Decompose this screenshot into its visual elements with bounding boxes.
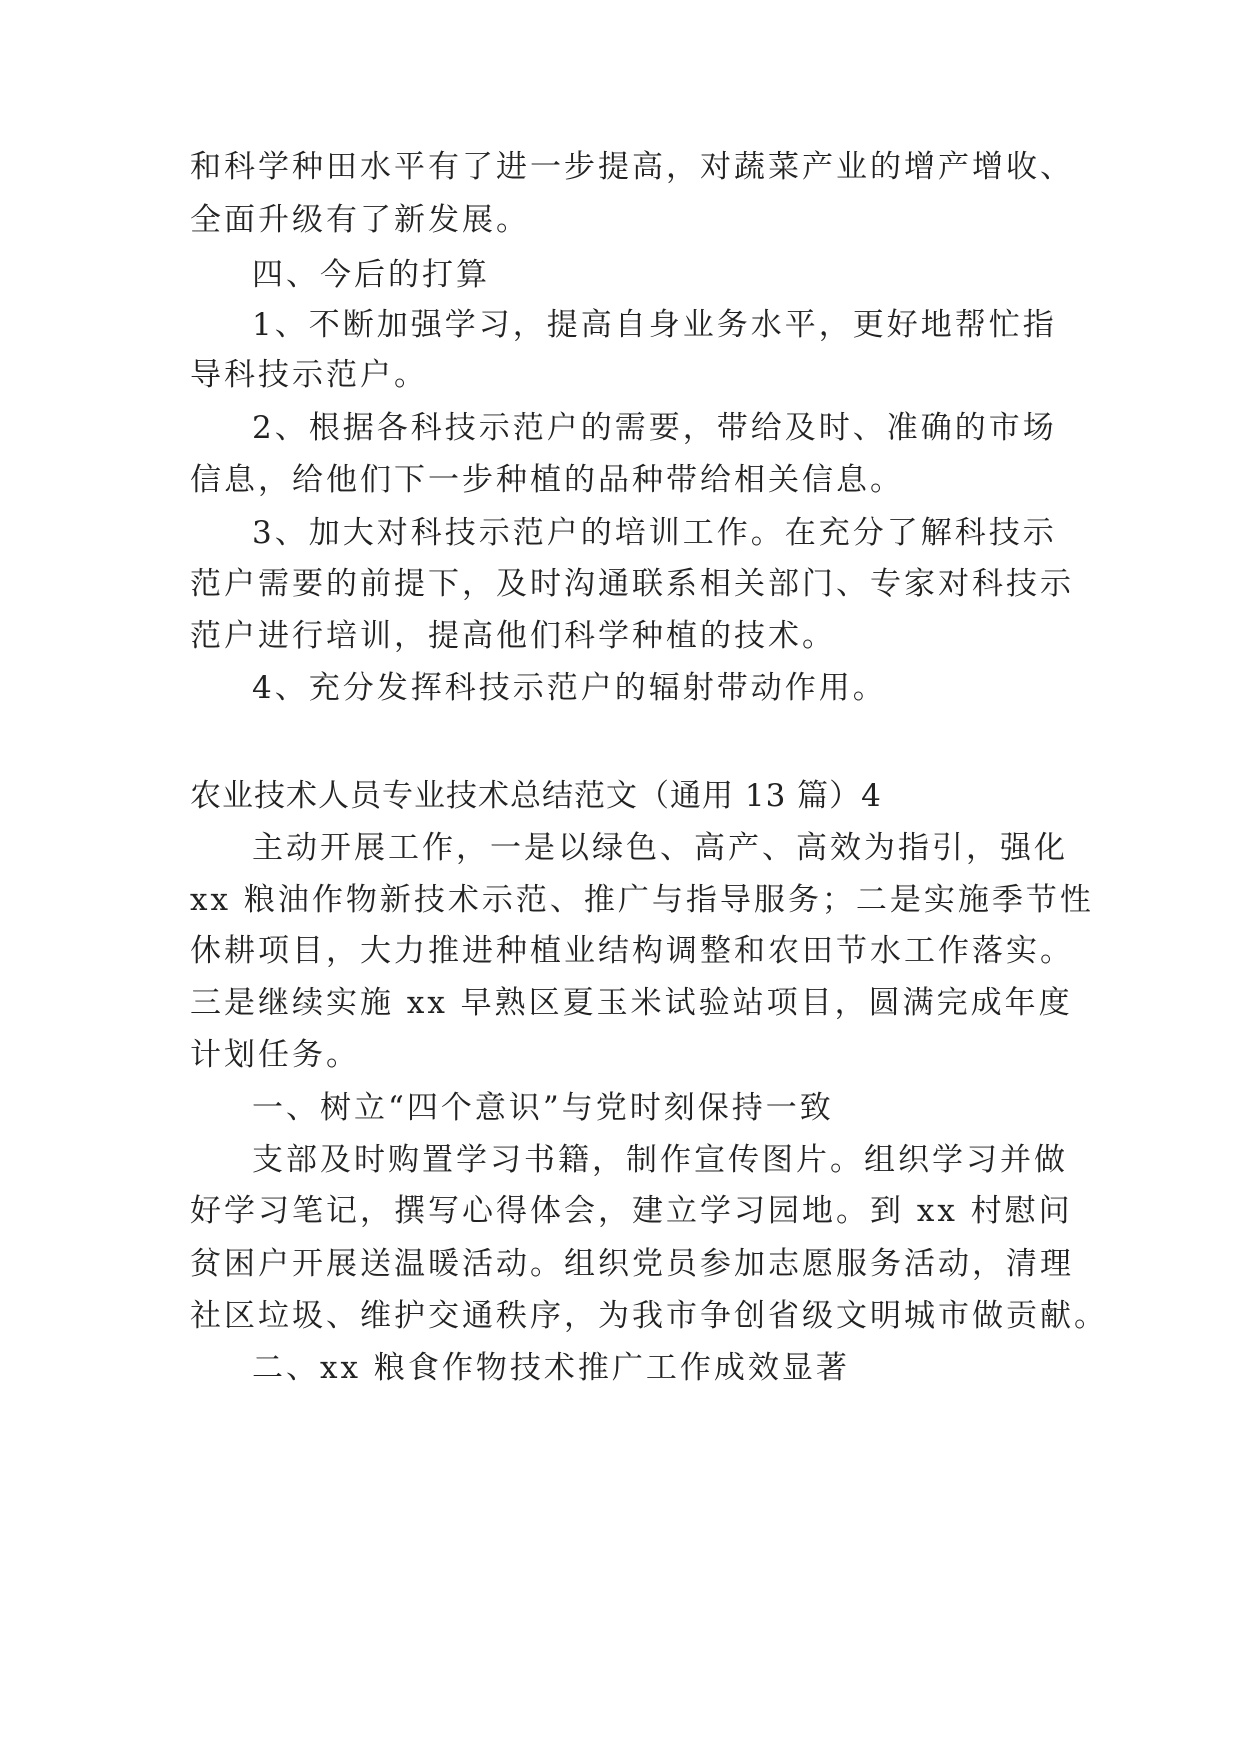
body-line: 好学习笔记，撰写心得体会，建立学习园地。到 xx 村慰问 [190,1193,1073,1229]
body-line: 范户进行培训，提高他们科学种植的技术。 [190,618,836,654]
body-line: 支部及时购置学习书籍，制作宣传图片。组织学习并做 [252,1142,1068,1178]
body-line: 信息，给他们下一步种植的品种带给相关信息。 [190,462,904,498]
body-line: 和科学种田水平有了进一步提高，对蔬菜产业的增产增收、 [190,149,1074,185]
body-line: 三是继续实施 xx 早熟区夏玉米试验站项目，圆满完成年度 [190,985,1073,1021]
body-line: 1、不断加强学习，提高自身业务水平，更好地帮忙指 [252,307,1057,343]
body-line: 主动开展工作，一是以绿色、高产、高效为指引，强化 [252,830,1068,866]
body-line: 2、根据各科技示范户的需要，带给及时、准确的市场 [252,410,1057,446]
article-title: 农业技术人员专业技术总结范文（通用 13 篇）4 [190,778,882,814]
section-heading: 四、今后的打算 [252,257,490,293]
body-line: 休耕项目，大力推进种植业结构调整和农田节水工作落实。 [190,933,1074,969]
body-line: 导科技示范户。 [190,357,428,393]
body-line: 社区垃圾、维护交通秩序，为我市争创省级文明城市做贡献。 [190,1298,1108,1334]
section-heading: 一、树立“四个意识”与党时刻保持一致 [252,1090,834,1126]
body-line: 范户需要的前提下，及时沟通联系相关部门、专家对科技示 [190,566,1074,602]
section-heading: 二、xx 粮食作物技术推广工作成效显著 [252,1350,850,1386]
body-line: xx 粮油作物新技术示范、推广与指导服务；二是实施季节性 [190,882,1094,918]
body-line: 贫困户开展送温暖活动。组织党员参加志愿服务活动，清理 [190,1246,1074,1282]
body-line: 4、充分发挥科技示范户的辐射带动作用。 [252,670,887,706]
body-line: 3、加大对科技示范户的培训工作。在充分了解科技示 [252,515,1057,551]
body-line: 全面升级有了新发展。 [190,202,530,238]
body-line: 计划任务。 [190,1037,360,1073]
